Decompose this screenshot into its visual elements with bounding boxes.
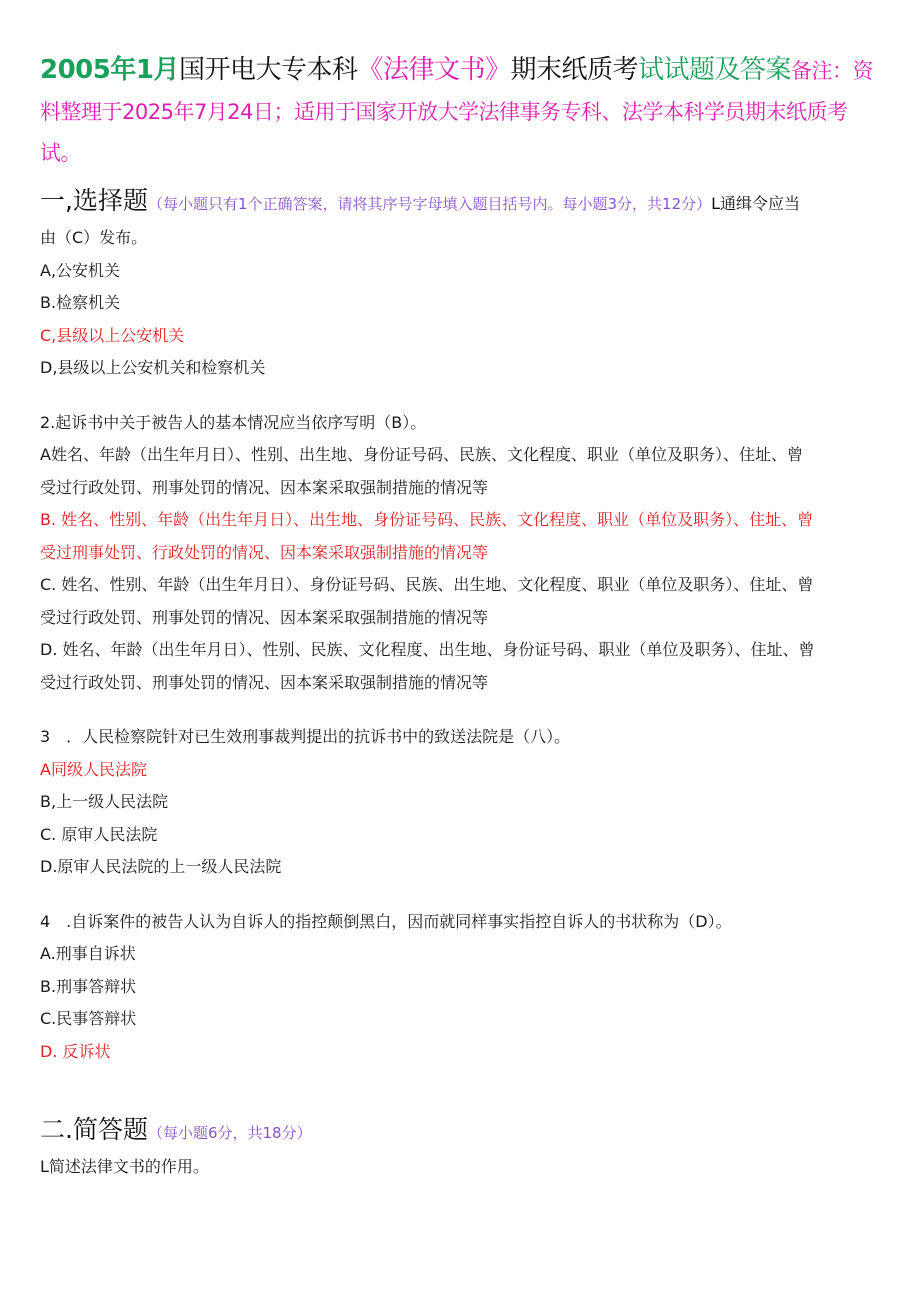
title-school: 国开电大专本科 xyxy=(178,55,358,85)
q4-option-a: A.刑事自诉状 xyxy=(40,944,136,963)
q1-stem-cont: 由（C）发布。 xyxy=(40,228,148,247)
q3-option-c: C. 原审人民法院 xyxy=(40,824,158,844)
s2-q1-stem: L简述法律文书的作用。 xyxy=(40,1157,209,1176)
q1-option-d: D,县级以上公安机关和检察机关 xyxy=(40,358,266,377)
q2-option-b-line2: 受过刑事处罚、行政处罚的情况、因本案采取强制措施的情况等 xyxy=(40,542,489,562)
q4-stem: 4 .自诉案件的被告人认为自诉人的指控颠倒黑白，因而就同样事实指控自诉人的书状称为（D）。 xyxy=(40,911,732,931)
title-date: 2005年1月 xyxy=(40,55,179,85)
q4-option-c: C.民事答辩状 xyxy=(40,1009,137,1028)
q3-option-b: B,上一级人民法院 xyxy=(40,792,169,811)
q3-option-d: D.原审人民法院的上一级人民法院 xyxy=(40,857,282,876)
q2-stem: 2.起诉书中关于被告人的基本情况应当依序写明（B）。 xyxy=(40,412,427,432)
q2-option-b-line1: B. 姓名、性别、年龄（出生年月日）、出生地、身份证号码、民族、文化程度、职业（单位及职务）、住址、曾 xyxy=(40,510,814,529)
section1-hint: （每小题只有1个正确答案，请将其序号字母填入题目括号内。每小题3分，共12分） xyxy=(147,195,712,213)
q2-option-a-line2: 受过行政处罚、刑事处罚的情况、因本案采取强制措施的情况等 xyxy=(40,477,489,497)
document-title xyxy=(40,50,880,173)
q4-option-d-answer: D. 反诉状 xyxy=(40,1041,111,1061)
section2-title: 二.简答题 xyxy=(40,1115,148,1144)
q1-option-b: B.检察机关 xyxy=(40,293,121,312)
section2-hint: （每小题6分，共18分） xyxy=(147,1124,312,1142)
q3-option-a-answer: A同级人民法院 xyxy=(40,759,147,779)
title-course: 《法律文书》 xyxy=(357,55,511,85)
q2-option-c-line2: 受过行政处罚、刑事处罚的情况、因本案采取强制措施的情况等 xyxy=(40,607,489,627)
q2-option-c-line1: C. 姓名、性别、年龄（出生年月日）、身份证号码、民族、出生地、文化程度、职业（单位及职务）、住址、曾 xyxy=(40,575,814,594)
q2-option-d-line2: 受过行政处罚、刑事处罚的情况、因本案采取强制措施的情况等 xyxy=(40,672,489,692)
q4-option-b: B.刑事答辩状 xyxy=(40,976,137,996)
q1-stem-start: L通缉令应当 xyxy=(711,194,801,213)
title-suffix: 试试题及答案 xyxy=(638,55,792,85)
q2-option-a-line1: A姓名、年龄（出生年月日）、性别、出生地、身份证号码、民族、文化程度、职业（单位及职务）、住址、曾 xyxy=(40,445,803,464)
q2-option-d-line1: D. 姓名、年龄（出生年月日）、性别、民族、文化程度、出生地、身份证号码、职业（单位及职务）、住址、曾 xyxy=(40,640,815,659)
title-exam: 期末纸质考 xyxy=(510,55,639,85)
section2-heading xyxy=(40,1112,880,1151)
title-note: 备注：资料整理于2025年7月24日；适用于国家开放大学法律事务专科、法学本科学员期末纸质考试。 xyxy=(40,59,874,165)
q1-option-c-answer: C,县级以上公安机关 xyxy=(40,325,185,345)
q3-stem: 3 ．人民检察院针对已生效刑事裁判提出的抗诉书中的致送法院是（八）。 xyxy=(40,727,571,746)
q1-option-a: A,公安机关 xyxy=(40,260,121,280)
section1-heading xyxy=(40,183,880,222)
section1-title: 一,选择题 xyxy=(40,186,148,215)
